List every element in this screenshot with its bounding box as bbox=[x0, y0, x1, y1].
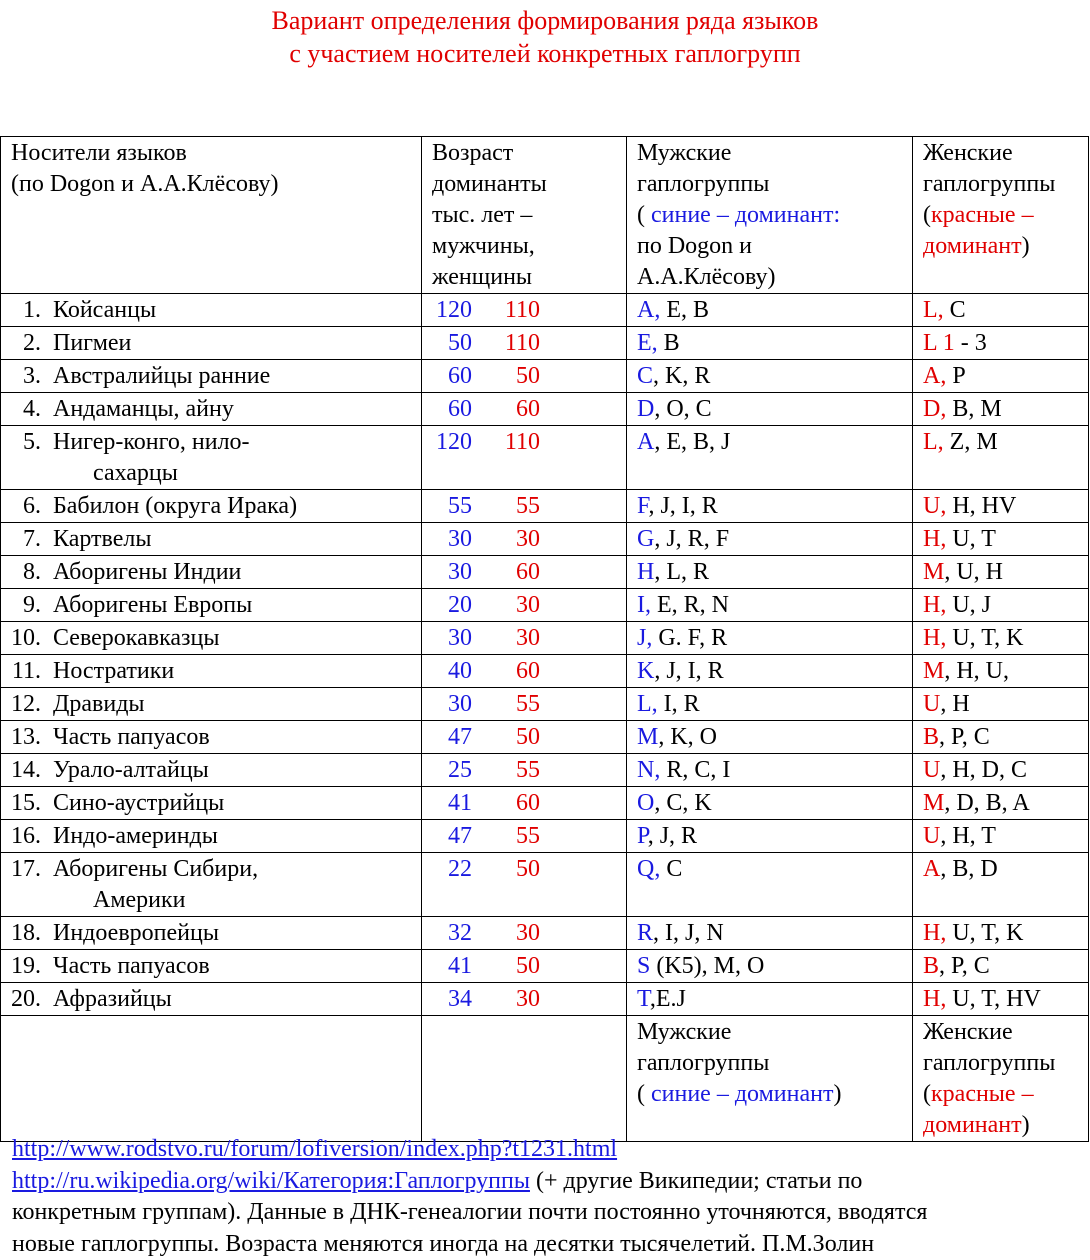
row-number: 3. bbox=[23, 363, 41, 389]
speaker-cell bbox=[1, 853, 422, 917]
table-row bbox=[1, 721, 1089, 754]
speaker-name-continued: Америки bbox=[93, 887, 186, 913]
male-dominant: G bbox=[637, 526, 655, 552]
legend-male-cell: Мужские гаплогруппы ( синие – доминант) bbox=[627, 1016, 913, 1142]
male-others: , J, R, F bbox=[654, 526, 730, 552]
female-haplogroups-cell bbox=[913, 393, 1089, 426]
female-haplogroups-cell bbox=[913, 721, 1089, 754]
female-others: U, T, K bbox=[946, 920, 1024, 946]
male-age: 40 bbox=[448, 658, 472, 684]
speaker-name: Часть папуасов bbox=[53, 953, 210, 979]
female-age: 30 bbox=[516, 592, 540, 618]
female-others: , P, C bbox=[939, 953, 990, 979]
female-dominant: A bbox=[923, 856, 941, 882]
male-age: 47 bbox=[448, 724, 472, 750]
table-row bbox=[1, 393, 1089, 426]
male-others: E, R, N bbox=[651, 592, 729, 618]
title-line-1: Вариант определения формирования ряда языков bbox=[271, 6, 819, 35]
header-cell-speakers: Носители языков (по Dogon и А.А.Клёсову) bbox=[1, 137, 422, 294]
speaker-name: Урало-алтайцы bbox=[53, 757, 209, 783]
speaker-name: Северокавказцы bbox=[53, 625, 220, 651]
speaker-name: Индоевропейцы bbox=[53, 920, 219, 946]
male-dominant: M bbox=[637, 724, 659, 750]
male-dominant: T bbox=[637, 986, 650, 1012]
table-row bbox=[1, 820, 1089, 853]
female-others: C bbox=[943, 297, 966, 323]
age-cell bbox=[422, 917, 627, 950]
female-haplogroups-cell bbox=[913, 622, 1089, 655]
header-cell-male: Мужские гаплогруппы ( синие – доминант: по Dogon и А.А.Клёсову) bbox=[627, 137, 913, 294]
speaker-cell bbox=[1, 360, 422, 393]
male-dominant: F bbox=[637, 493, 649, 519]
female-age: 110 bbox=[504, 330, 540, 356]
age-cell bbox=[422, 950, 627, 983]
male-dominant: S bbox=[637, 953, 651, 979]
age-cell bbox=[422, 426, 627, 490]
male-dominant: I, bbox=[637, 592, 651, 618]
row-number: 20. bbox=[11, 986, 41, 1012]
male-others: I, R bbox=[657, 691, 700, 717]
male-others: ,E.J bbox=[649, 986, 686, 1012]
male-age: 47 bbox=[448, 823, 472, 849]
male-others: (K5), M, O bbox=[650, 953, 765, 979]
speaker-cell bbox=[1, 688, 422, 721]
female-others: , H bbox=[940, 691, 970, 717]
empty-cell bbox=[422, 1016, 627, 1142]
male-dominant: A, bbox=[637, 297, 661, 323]
speaker-cell bbox=[1, 589, 422, 622]
male-haplogroups-cell bbox=[627, 523, 913, 556]
male-haplogroups-cell bbox=[627, 589, 913, 622]
row-number: 12. bbox=[11, 691, 41, 717]
male-others: , J, I, R bbox=[648, 493, 718, 519]
speaker-name: Картвелы bbox=[53, 526, 152, 552]
female-others: U, T bbox=[946, 526, 996, 552]
male-age: 50 bbox=[448, 330, 472, 356]
female-haplogroups-cell bbox=[913, 360, 1089, 393]
male-haplogroups-cell bbox=[627, 360, 913, 393]
male-haplogroups-cell bbox=[627, 393, 913, 426]
table-row bbox=[1, 853, 1089, 917]
row-number: 14. bbox=[11, 757, 41, 783]
male-dominant: P bbox=[637, 823, 648, 849]
age-cell bbox=[422, 490, 627, 523]
speaker-name: Дравиды bbox=[53, 691, 145, 717]
male-haplogroups-cell bbox=[627, 787, 913, 820]
male-dominant: R bbox=[637, 920, 654, 946]
male-age: 60 bbox=[448, 396, 472, 422]
female-haplogroups-cell bbox=[913, 853, 1089, 917]
empty-cell bbox=[1, 1016, 422, 1142]
table-row bbox=[1, 523, 1089, 556]
page-title bbox=[0, 4, 1090, 70]
male-haplogroups-cell bbox=[627, 327, 913, 360]
age-cell bbox=[422, 721, 627, 754]
female-dominant: H, bbox=[923, 526, 947, 552]
female-others: , D, B, A bbox=[944, 790, 1030, 816]
age-cell bbox=[422, 360, 627, 393]
male-haplogroups-cell bbox=[627, 655, 913, 688]
female-age: 30 bbox=[516, 920, 540, 946]
female-dominant: L, bbox=[923, 297, 944, 323]
row-number: 11. bbox=[11, 658, 41, 684]
female-haplogroups-cell bbox=[913, 820, 1089, 853]
female-age: 30 bbox=[516, 526, 540, 552]
female-haplogroups-cell bbox=[913, 754, 1089, 787]
female-haplogroups-cell bbox=[913, 655, 1089, 688]
male-haplogroups-cell bbox=[627, 556, 913, 589]
table-row bbox=[1, 787, 1089, 820]
footer-text: конкретным группам). Данные в ДНК-генеалогии почти постоянно уточняются, вводятся bbox=[12, 1199, 928, 1225]
speaker-name: Нигер-конго, нило- bbox=[53, 429, 250, 455]
female-dominant: B bbox=[923, 953, 940, 979]
male-age: 120 bbox=[436, 429, 472, 455]
male-age: 25 bbox=[448, 757, 472, 783]
table-row bbox=[1, 655, 1089, 688]
speaker-cell bbox=[1, 393, 422, 426]
male-dominant: J, bbox=[637, 625, 653, 651]
female-others: , H, T bbox=[940, 823, 996, 849]
speaker-cell bbox=[1, 655, 422, 688]
row-number: 1. bbox=[23, 297, 41, 323]
female-age: 55 bbox=[516, 757, 540, 783]
title-line-2: с участием носителей конкретных гаплогрупп bbox=[289, 39, 801, 68]
female-dominant: U bbox=[923, 691, 941, 717]
male-age: 60 bbox=[448, 363, 472, 389]
speaker-cell bbox=[1, 754, 422, 787]
speaker-cell bbox=[1, 490, 422, 523]
source-link-wikipedia[interactable]: http://ru.wikipedia.org/wiki/Категория:Гаплогруппы bbox=[12, 1167, 530, 1194]
female-age: 50 bbox=[516, 724, 540, 750]
sources-footer bbox=[12, 1134, 1082, 1260]
female-others: Z, M bbox=[943, 429, 998, 455]
female-haplogroups-cell bbox=[913, 523, 1089, 556]
row-number: 2. bbox=[23, 330, 41, 356]
table-row bbox=[1, 688, 1089, 721]
speaker-cell bbox=[1, 556, 422, 589]
male-haplogroups-cell bbox=[627, 820, 913, 853]
male-dominant: C bbox=[637, 363, 654, 389]
speaker-name: Койсанцы bbox=[53, 297, 157, 323]
table-row bbox=[1, 917, 1089, 950]
female-dominant: U bbox=[923, 823, 941, 849]
male-age: 30 bbox=[448, 625, 472, 651]
female-age: 30 bbox=[516, 986, 540, 1012]
header-cell-age: Возраст доминанты тыс. лет – мужчины, женщины bbox=[422, 137, 627, 294]
male-others: B bbox=[657, 330, 680, 356]
male-dominant: Q, bbox=[637, 856, 661, 882]
male-haplogroups-cell bbox=[627, 294, 913, 327]
speaker-cell bbox=[1, 294, 422, 327]
male-haplogroups-cell bbox=[627, 983, 913, 1016]
female-age: 60 bbox=[516, 790, 540, 816]
female-age: 60 bbox=[516, 559, 540, 585]
age-cell bbox=[422, 556, 627, 589]
age-cell bbox=[422, 787, 627, 820]
male-age: 30 bbox=[448, 526, 472, 552]
speaker-cell bbox=[1, 327, 422, 360]
male-haplogroups-cell bbox=[627, 917, 913, 950]
speaker-cell bbox=[1, 983, 422, 1016]
female-dominant: D, bbox=[923, 396, 947, 422]
female-haplogroups-cell bbox=[913, 426, 1089, 490]
table-row bbox=[1, 294, 1089, 327]
female-age: 110 bbox=[504, 429, 540, 455]
female-others: B, M bbox=[946, 396, 1002, 422]
male-haplogroups-cell bbox=[627, 426, 913, 490]
row-number: 18. bbox=[11, 920, 41, 946]
age-cell bbox=[422, 655, 627, 688]
female-haplogroups-cell bbox=[913, 950, 1089, 983]
female-dominant: M bbox=[923, 559, 945, 585]
speaker-cell bbox=[1, 622, 422, 655]
table-row bbox=[1, 589, 1089, 622]
male-age: 30 bbox=[448, 691, 472, 717]
speaker-name: Афразийцы bbox=[53, 986, 172, 1012]
female-age: 55 bbox=[516, 691, 540, 717]
age-cell bbox=[422, 754, 627, 787]
footer-text: (+ другие Википедии; статьи по bbox=[529, 1167, 863, 1194]
table-row bbox=[1, 983, 1089, 1016]
legend-female-cell: Женские гаплогруппы (красные – доминант) bbox=[913, 1016, 1089, 1142]
female-haplogroups-cell bbox=[913, 917, 1089, 950]
speaker-name: Часть папуасов bbox=[53, 724, 210, 750]
row-number: 9. bbox=[23, 592, 41, 618]
female-age: 60 bbox=[516, 658, 540, 684]
age-cell bbox=[422, 523, 627, 556]
male-others: , K, O bbox=[658, 724, 718, 750]
female-others: U, T, HV bbox=[946, 986, 1041, 1012]
female-dominant: U, bbox=[923, 493, 947, 519]
male-age: 120 bbox=[436, 297, 472, 323]
table-row bbox=[1, 950, 1089, 983]
female-haplogroups-cell bbox=[913, 490, 1089, 523]
table-row bbox=[1, 360, 1089, 393]
female-dominant: H, bbox=[923, 592, 947, 618]
male-others: , I, J, N bbox=[653, 920, 724, 946]
speaker-name: Андаманцы, айну bbox=[53, 396, 234, 422]
male-haplogroups-cell bbox=[627, 721, 913, 754]
female-age: 50 bbox=[516, 856, 540, 882]
female-age: 60 bbox=[516, 396, 540, 422]
row-number: 4. bbox=[23, 396, 41, 422]
female-others: , P, C bbox=[939, 724, 990, 750]
row-number: 16. bbox=[11, 823, 41, 849]
age-cell bbox=[422, 820, 627, 853]
male-dominant: N, bbox=[637, 757, 661, 783]
male-others: E, B bbox=[660, 297, 710, 323]
male-age: 41 bbox=[448, 790, 472, 816]
female-haplogroups-cell bbox=[913, 556, 1089, 589]
male-others: R, C, I bbox=[660, 757, 731, 783]
age-cell bbox=[422, 589, 627, 622]
male-others: , J, I, R bbox=[654, 658, 724, 684]
speaker-cell bbox=[1, 917, 422, 950]
table-row bbox=[1, 754, 1089, 787]
speaker-cell bbox=[1, 721, 422, 754]
female-haplogroups-cell bbox=[913, 589, 1089, 622]
speaker-cell bbox=[1, 820, 422, 853]
table-row bbox=[1, 556, 1089, 589]
row-number: 15. bbox=[11, 790, 41, 816]
row-number: 6. bbox=[23, 493, 41, 519]
male-haplogroups-cell bbox=[627, 490, 913, 523]
male-others: , L, R bbox=[654, 559, 710, 585]
male-dominant: L, bbox=[637, 691, 658, 717]
speaker-name: Аборигены Европы bbox=[53, 592, 253, 618]
female-dominant: B bbox=[923, 724, 940, 750]
male-dominant: O bbox=[637, 790, 655, 816]
header-row bbox=[1, 137, 1089, 294]
speaker-name: Аборигены Индии bbox=[53, 559, 242, 585]
female-others: P bbox=[946, 363, 966, 389]
female-haplogroups-cell bbox=[913, 688, 1089, 721]
male-dominant: D bbox=[637, 396, 655, 422]
age-cell bbox=[422, 853, 627, 917]
female-others: U, T, K bbox=[946, 625, 1024, 651]
male-dominant: K bbox=[637, 658, 655, 684]
female-age: 50 bbox=[516, 953, 540, 979]
female-others: - 3 bbox=[954, 330, 987, 356]
male-age: 55 bbox=[448, 493, 472, 519]
female-others: , U, H bbox=[944, 559, 1004, 585]
female-haplogroups-cell bbox=[913, 787, 1089, 820]
row-number: 7. bbox=[23, 526, 41, 552]
female-haplogroups-cell bbox=[913, 294, 1089, 327]
row-number: 10. bbox=[11, 625, 41, 651]
female-others: , B, D bbox=[940, 856, 998, 882]
female-dominant: H, bbox=[923, 625, 947, 651]
age-cell bbox=[422, 294, 627, 327]
female-dominant: H, bbox=[923, 920, 947, 946]
header-cell-female: Женские гаплогруппы (красные – доминант) bbox=[913, 137, 1089, 294]
male-haplogroups-cell bbox=[627, 688, 913, 721]
table-row bbox=[1, 490, 1089, 523]
male-age: 41 bbox=[448, 953, 472, 979]
speaker-name: Сино-аустрийцы bbox=[53, 790, 225, 816]
age-cell bbox=[422, 393, 627, 426]
male-dominant: H bbox=[637, 559, 655, 585]
male-others: , C, K bbox=[654, 790, 712, 816]
speaker-name: Австралийцы ранние bbox=[53, 363, 271, 389]
red-dominant-legend: красные – bbox=[931, 202, 1034, 228]
speaker-cell bbox=[1, 787, 422, 820]
female-dominant: L, bbox=[923, 429, 944, 455]
haplogroup-table bbox=[0, 136, 1089, 1142]
speaker-name: Бабилон (округа Ирака) bbox=[53, 493, 298, 519]
speaker-cell bbox=[1, 426, 422, 490]
age-cell bbox=[422, 327, 627, 360]
male-haplogroups-cell bbox=[627, 754, 913, 787]
male-others: , E, B, J bbox=[654, 429, 731, 455]
male-age: 22 bbox=[448, 856, 472, 882]
speaker-name: Пигмеи bbox=[53, 330, 132, 356]
female-others: , H, D, C bbox=[940, 757, 1028, 783]
speaker-name: Ностратики bbox=[53, 658, 175, 684]
speaker-cell bbox=[1, 523, 422, 556]
table-row bbox=[1, 622, 1089, 655]
male-dominant: E, bbox=[637, 330, 658, 356]
female-age: 50 bbox=[516, 363, 540, 389]
female-others: U, J bbox=[946, 592, 992, 618]
male-others: , J, R bbox=[647, 823, 698, 849]
female-age: 110 bbox=[504, 297, 540, 323]
speaker-name-continued: сахарцы bbox=[93, 460, 178, 486]
age-cell bbox=[422, 622, 627, 655]
male-haplogroups-cell bbox=[627, 950, 913, 983]
row-number: 5. bbox=[23, 429, 41, 455]
male-age: 30 bbox=[448, 559, 472, 585]
speaker-name: Аборигены Сибири, bbox=[53, 856, 259, 882]
female-age: 55 bbox=[516, 493, 540, 519]
table-row bbox=[1, 426, 1089, 490]
age-cell bbox=[422, 983, 627, 1016]
female-age: 55 bbox=[516, 823, 540, 849]
row-number: 13. bbox=[11, 724, 41, 750]
age-cell bbox=[422, 688, 627, 721]
row-number: 17. bbox=[11, 856, 41, 882]
female-haplogroups-cell bbox=[913, 983, 1089, 1016]
male-dominant: A bbox=[637, 429, 655, 455]
male-haplogroups-cell bbox=[627, 622, 913, 655]
male-others: , O, C bbox=[654, 396, 712, 422]
female-others: , H, U, bbox=[944, 658, 1010, 684]
female-dominant: M bbox=[923, 790, 945, 816]
male-age: 34 bbox=[448, 986, 472, 1012]
legend-footer-row bbox=[1, 1016, 1089, 1142]
footer-text: новые гаплогруппы. Возраста меняются иногда на десятки тысячелетий. П.М.Золин bbox=[12, 1230, 875, 1257]
row-number: 8. bbox=[23, 559, 41, 585]
female-dominant: A, bbox=[923, 363, 947, 389]
female-dominant: U bbox=[923, 757, 941, 783]
blue-dominant-legend: синие – доминант: bbox=[651, 202, 841, 228]
female-dominant: H, bbox=[923, 986, 947, 1012]
male-age: 20 bbox=[448, 592, 472, 618]
speaker-cell bbox=[1, 950, 422, 983]
female-haplogroups-cell bbox=[913, 327, 1089, 360]
source-link-rodstvo[interactable]: http://www.rodstvo.ru/forum/lofiversion/index.php?t1231.html bbox=[12, 1136, 618, 1162]
male-age: 32 bbox=[448, 920, 472, 946]
male-others: C bbox=[660, 856, 683, 882]
female-age: 30 bbox=[516, 625, 540, 651]
female-others: H, HV bbox=[946, 493, 1017, 519]
female-dominant: M bbox=[923, 658, 945, 684]
row-number: 19. bbox=[11, 953, 41, 979]
male-haplogroups-cell bbox=[627, 853, 913, 917]
table-row bbox=[1, 327, 1089, 360]
male-others: , K, R bbox=[653, 363, 711, 389]
female-dominant: L 1 bbox=[923, 330, 955, 356]
speaker-name: Индо-америнды bbox=[53, 823, 218, 849]
male-others: G. F, R bbox=[652, 625, 728, 651]
